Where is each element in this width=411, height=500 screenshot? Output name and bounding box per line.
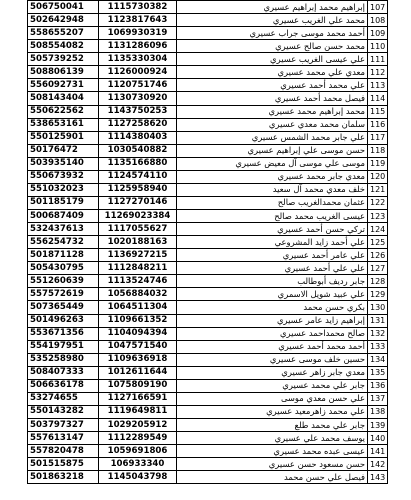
- id-number-cell: 1123817643: [99, 14, 177, 27]
- table-row: [28, 353, 388, 366]
- name-cell: علي جابر محمد الشمس عسيري: [177, 131, 368, 144]
- id-number-cell: 1115730382: [99, 1, 177, 14]
- row-number-cell: 124: [368, 223, 388, 236]
- id-number-cell: 1075809190: [99, 379, 177, 392]
- table-row: [28, 366, 388, 379]
- id-number-cell: 1069930319: [99, 27, 177, 40]
- row-number-cell: 107: [368, 1, 388, 14]
- name-cell: علي عبيد شويل الاسمري: [177, 288, 368, 301]
- id-number-cell: 106933340: [99, 458, 177, 471]
- name-cell: إبراهيم محمد إبراهيم عسيري: [177, 1, 368, 14]
- name-cell: محمد علي الغريب عسيري: [177, 14, 368, 27]
- table-row: [28, 301, 388, 314]
- id-number-cell: 1126000924: [99, 66, 177, 79]
- table-row: [28, 432, 388, 445]
- name-cell: سلمان محمد معدي عسيري: [177, 118, 368, 131]
- id-number-cell: 1124574110: [99, 170, 177, 183]
- id-number-cell: 1143750253: [99, 105, 177, 118]
- id-number-cell: 1012611644: [99, 366, 177, 379]
- row-number-cell: 113: [368, 79, 388, 92]
- name-cell: معدي جابر محمد عسيري: [177, 170, 368, 183]
- table-row: [28, 196, 388, 209]
- table-row: [28, 275, 388, 288]
- row-number-cell: 130: [368, 301, 388, 314]
- id-number-cell: 1114380403: [99, 131, 177, 144]
- phone-cell: 556092731: [28, 79, 99, 92]
- name-cell: محمد إبراهيم محمد عسيري: [177, 105, 368, 118]
- row-number-cell: 116: [368, 118, 388, 131]
- row-number-cell: 133: [368, 340, 388, 353]
- row-number-cell: 121: [368, 183, 388, 196]
- phone-cell: 557572619: [28, 288, 99, 301]
- table-row: [28, 118, 388, 131]
- phone-cell: 505430795: [28, 262, 99, 275]
- id-number-cell: 1104094394: [99, 327, 177, 340]
- row-number-cell: 112: [368, 66, 388, 79]
- name-cell: معدي جابر زاهر عسيري: [177, 366, 368, 379]
- row-number-cell: 118: [368, 144, 388, 157]
- phone-cell: 505739252: [28, 53, 99, 66]
- name-cell: أحمد محمد موسى جراب عسيري: [177, 27, 368, 40]
- phone-cell: 554197951: [28, 340, 99, 353]
- table-row: [28, 327, 388, 340]
- name-cell: عيسى عبده محمد عسيري: [177, 445, 368, 458]
- table-row: [28, 379, 388, 392]
- row-number-cell: 135: [368, 366, 388, 379]
- row-number-cell: 108: [368, 14, 388, 27]
- phone-cell: 553671356: [28, 327, 99, 340]
- phone-cell: 501871128: [28, 249, 99, 262]
- row-number-cell: 119: [368, 157, 388, 170]
- table-row: [28, 392, 388, 405]
- id-number-cell: 1127258620: [99, 118, 177, 131]
- table-row: [28, 144, 388, 157]
- phone-cell: 501496263: [28, 314, 99, 327]
- phone-cell: 538653161: [28, 118, 99, 131]
- row-number-cell: 140: [368, 432, 388, 445]
- table-row: [28, 236, 388, 249]
- name-cell: تركي حسن أحمد عسيري: [177, 223, 368, 236]
- table-row: [28, 405, 388, 418]
- id-number-cell: 1127166591: [99, 392, 177, 405]
- name-cell: بكري حسن محمد: [177, 301, 368, 314]
- id-number-cell: 11269023384: [99, 210, 177, 223]
- table-row: [28, 105, 388, 118]
- table-row: [28, 262, 388, 275]
- phone-cell: 501185179: [28, 196, 99, 209]
- phone-cell: 532437613: [28, 223, 99, 236]
- phone-cell: 502642948: [28, 14, 99, 27]
- table-row: [28, 131, 388, 144]
- name-cell: معدي علي محمد عسيري: [177, 66, 368, 79]
- name-cell: فيصل محمد أحمد عسيري: [177, 92, 368, 105]
- phone-cell: 550673932: [28, 170, 99, 183]
- phone-cell: 53274655: [28, 392, 99, 405]
- id-number-cell: 1136927215: [99, 249, 177, 262]
- table-row: [28, 183, 388, 196]
- phone-cell: 501863218: [28, 471, 99, 484]
- id-number-cell: 1029205912: [99, 419, 177, 432]
- name-cell: علي أحمد زايد المشروعي: [177, 236, 368, 249]
- id-number-cell: 1145043798: [99, 471, 177, 484]
- phone-cell: 508143404: [28, 92, 99, 105]
- table-row: [28, 471, 388, 484]
- id-number-cell: 1112289549: [99, 432, 177, 445]
- phone-cell: 501515875: [28, 458, 99, 471]
- table-row: [28, 445, 388, 458]
- name-cell: جابر رديف أبوطالب: [177, 275, 368, 288]
- phone-cell: 556254732: [28, 236, 99, 249]
- table-row: [28, 92, 388, 105]
- table-row: [28, 170, 388, 183]
- id-number-cell: 1047571540: [99, 340, 177, 353]
- id-number-cell: 1117055627: [99, 223, 177, 236]
- phone-cell: 508806139: [28, 66, 99, 79]
- records-table-body: [28, 1, 388, 484]
- table-row: [28, 66, 388, 79]
- name-cell: علي علي أحمد عسيري: [177, 262, 368, 275]
- id-number-cell: 1059691806: [99, 445, 177, 458]
- name-cell: جابر علي محمد طلع: [177, 419, 368, 432]
- row-number-cell: 115: [368, 105, 388, 118]
- name-cell: علي محمد زاهرمعيد عسيري: [177, 405, 368, 418]
- name-cell: علي حسن معدي موسى: [177, 392, 368, 405]
- phone-cell: 508554082: [28, 40, 99, 53]
- name-cell: حسن مسعود حسن عسيري: [177, 458, 368, 471]
- table-row: [28, 223, 388, 236]
- table-row: [28, 210, 388, 223]
- phone-cell: 50176472: [28, 144, 99, 157]
- table-row: [28, 27, 388, 40]
- id-number-cell: 1125958940: [99, 183, 177, 196]
- phone-cell: 551032023: [28, 183, 99, 196]
- row-number-cell: 131: [368, 314, 388, 327]
- phone-cell: 550125901: [28, 131, 99, 144]
- id-number-cell: 1113524746: [99, 275, 177, 288]
- table-row: [28, 340, 388, 353]
- id-number-cell: 1056884032: [99, 288, 177, 301]
- phone-cell: 508407333: [28, 366, 99, 379]
- id-number-cell: 1020188163: [99, 236, 177, 249]
- id-number-cell: 1030540882: [99, 144, 177, 157]
- name-cell: صالح محمداحمد عسيري: [177, 327, 368, 340]
- phone-cell: 550622562: [28, 105, 99, 118]
- id-number-cell: 1135166880: [99, 157, 177, 170]
- row-number-cell: 137: [368, 392, 388, 405]
- phone-cell: 557613147: [28, 432, 99, 445]
- id-number-cell: 1119649811: [99, 405, 177, 418]
- phone-cell: 550143282: [28, 405, 99, 418]
- records-table: [27, 0, 388, 484]
- table-row: [28, 79, 388, 92]
- name-cell: عيسى الغريب محمد صالح: [177, 210, 368, 223]
- name-cell: محمد حسن صالح عسيري: [177, 40, 368, 53]
- row-number-cell: 126: [368, 249, 388, 262]
- row-number-cell: 114: [368, 92, 388, 105]
- id-number-cell: 1064511304: [99, 301, 177, 314]
- phone-cell: 506750041: [28, 1, 99, 14]
- row-number-cell: 136: [368, 379, 388, 392]
- phone-cell: 507365449: [28, 301, 99, 314]
- phone-cell: 558655207: [28, 27, 99, 40]
- row-number-cell: 138: [368, 405, 388, 418]
- phone-cell: 535258980: [28, 353, 99, 366]
- row-number-cell: 120: [368, 170, 388, 183]
- records-sheet: [27, 0, 387, 500]
- table-row: [28, 314, 388, 327]
- phone-cell: 503797327: [28, 419, 99, 432]
- row-number-cell: 117: [368, 131, 388, 144]
- id-number-cell: 1130730920: [99, 92, 177, 105]
- name-cell: إبراهيم زايد عامر عسيري: [177, 314, 368, 327]
- row-number-cell: 132: [368, 327, 388, 340]
- name-cell: عثمان محمدالغريب صالح: [177, 196, 368, 209]
- name-cell: أحمد محمد أحمد عسيري: [177, 340, 368, 353]
- id-number-cell: 1135330304: [99, 53, 177, 66]
- name-cell: خلف معدي محمد آل سعيد: [177, 183, 368, 196]
- row-number-cell: 141: [368, 445, 388, 458]
- phone-cell: 551260639: [28, 275, 99, 288]
- id-number-cell: 1109636918: [99, 353, 177, 366]
- row-number-cell: 125: [368, 236, 388, 249]
- table-row: [28, 53, 388, 66]
- row-number-cell: 128: [368, 275, 388, 288]
- row-number-cell: 142: [368, 458, 388, 471]
- table-row: [28, 288, 388, 301]
- name-cell: يوسف محمد علي عسيري: [177, 432, 368, 445]
- id-number-cell: 1109661352: [99, 314, 177, 327]
- table-row: [28, 40, 388, 53]
- row-number-cell: 123: [368, 210, 388, 223]
- table-row: [28, 14, 388, 27]
- row-number-cell: 110: [368, 40, 388, 53]
- row-number-cell: 139: [368, 419, 388, 432]
- id-number-cell: 1112848211: [99, 262, 177, 275]
- row-number-cell: 134: [368, 353, 388, 366]
- table-row: [28, 419, 388, 432]
- phone-cell: 557820478: [28, 445, 99, 458]
- phone-cell: 500687409: [28, 210, 99, 223]
- name-cell: علي محمد أحمد عسيري: [177, 79, 368, 92]
- phone-cell: 503935140: [28, 157, 99, 170]
- phone-cell: 506636178: [28, 379, 99, 392]
- row-number-cell: 111: [368, 53, 388, 66]
- name-cell: موسى علي موسى آل معيض عسيري: [177, 157, 368, 170]
- id-number-cell: 1131286096: [99, 40, 177, 53]
- name-cell: علي عيسى الغريب عسيري: [177, 53, 368, 66]
- table-row: [28, 249, 388, 262]
- name-cell: حسين خلف موسى عسيري: [177, 353, 368, 366]
- row-number-cell: 127: [368, 262, 388, 275]
- id-number-cell: 1127270146: [99, 196, 177, 209]
- name-cell: حسن موسى علي إبراهيم عسيري: [177, 144, 368, 157]
- table-row: [28, 157, 388, 170]
- table-row: [28, 458, 388, 471]
- name-cell: فيصل علي حسن محمد: [177, 471, 368, 484]
- row-number-cell: 143: [368, 471, 388, 484]
- table-row: [28, 1, 388, 14]
- id-number-cell: 1120751746: [99, 79, 177, 92]
- row-number-cell: 129: [368, 288, 388, 301]
- row-number-cell: 122: [368, 196, 388, 209]
- name-cell: جابر علي محمد عسيري: [177, 379, 368, 392]
- name-cell: علي عامر أحمد عسيري: [177, 249, 368, 262]
- row-number-cell: 109: [368, 27, 388, 40]
